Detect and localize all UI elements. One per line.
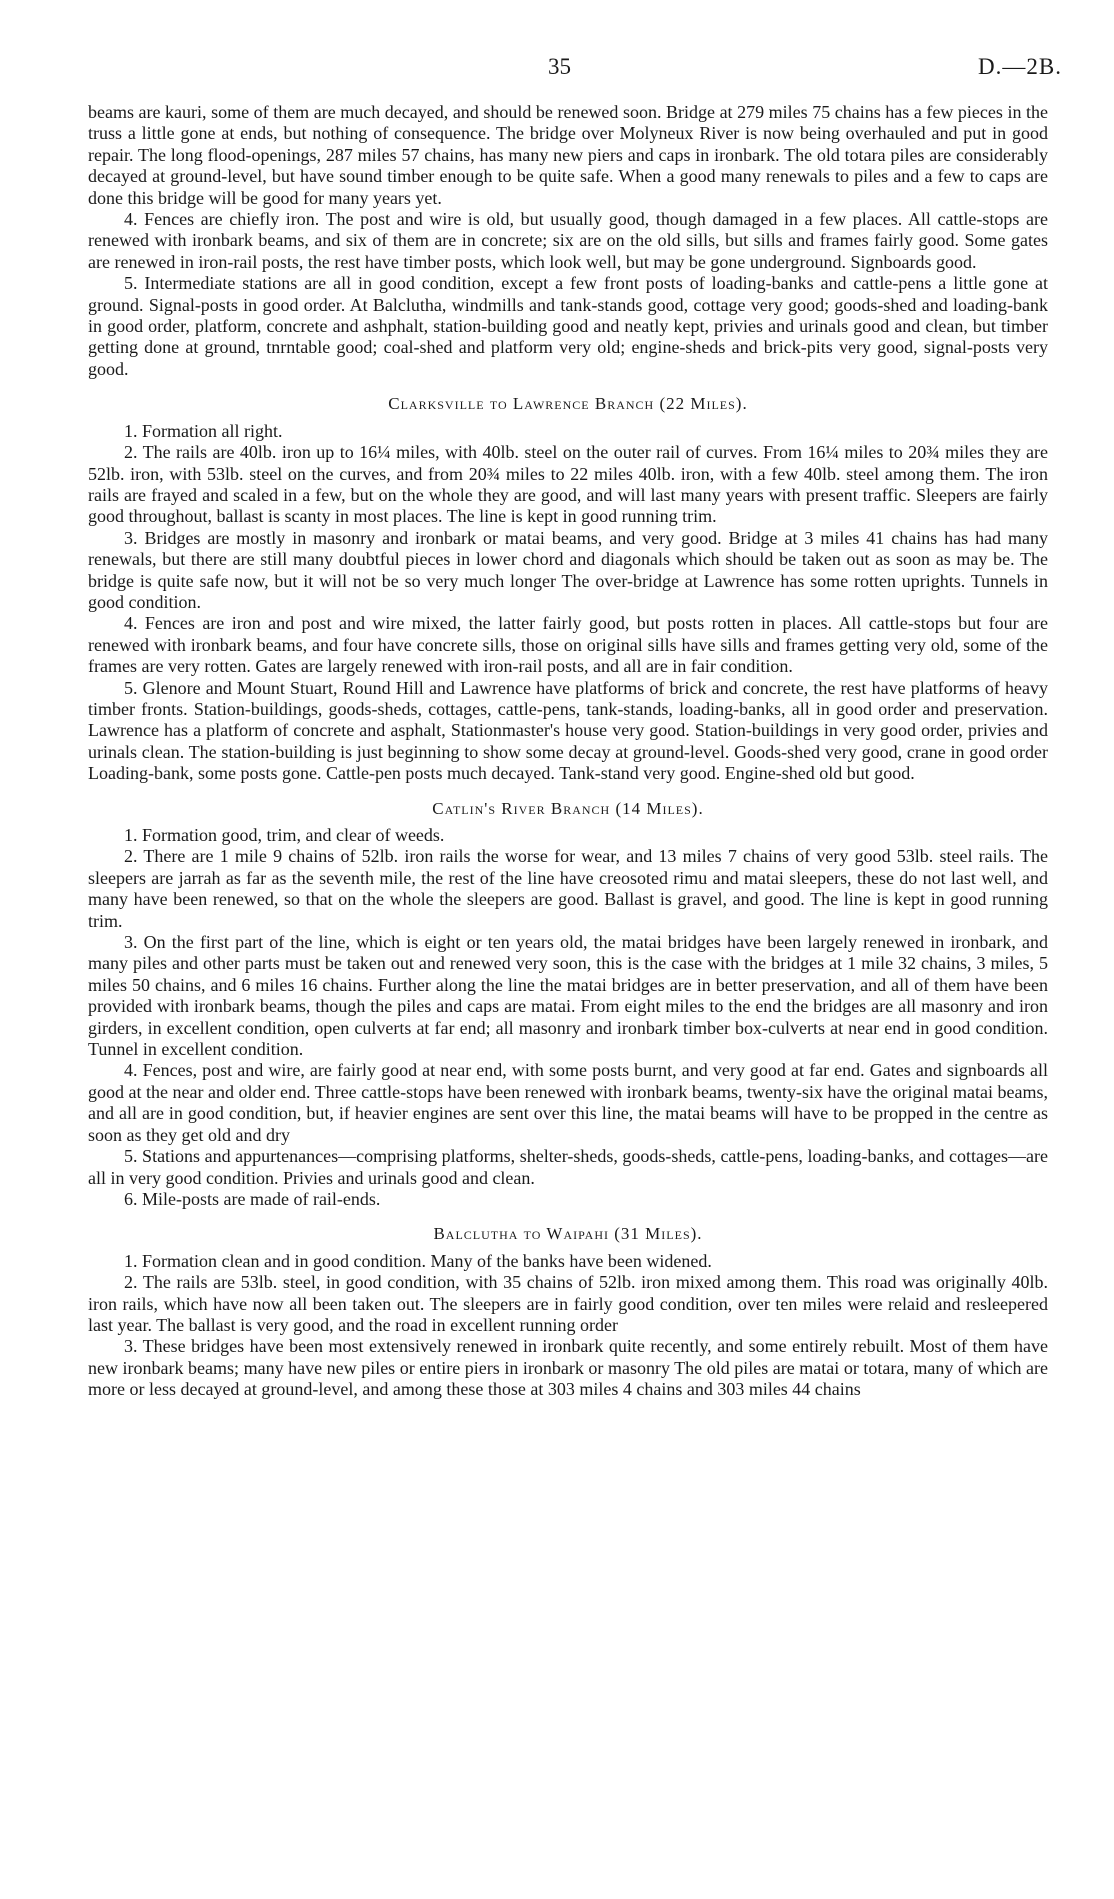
paragraph: 4. Fences are iron and post and wire mixed, the latter fairly good, but posts rotten in places. All cattle-stops but four are renewed with ironbark beams, and four have concrete sills, those on original sills have sills and frames getting very old, some of the frames are very rotten. Gates are largely renewed with iron-rail posts, and all are in fair condition. (88, 613, 1048, 677)
paragraph: 4. Fences are chiefly iron. The post and wire is old, but usually good, though damaged in a few places. All cattle-stops are renewed with ironbark beams, and six of them are in concrete; six are on the old sills, but sills and frames fairly good. Some gates are renewed in iron-rail posts, the rest have timber posts, which look well, but may be gone underground. Signboards good. (88, 209, 1048, 272)
paragraph: beams are kauri, some of them are much decayed, and should be renewed soon. Bridge at 279 miles 75 chains has a few pieces in the truss a little gone at ends, but nothing of consequence. The bridge over Molyneux River is now being overhauled and put in good repair. The long flood-openings, 287 miles 57 chains, has many new piers and caps in ironbark. The old totara piles are considerably decayed at ground-level, but have sound timber enough to be quite safe. When a good many renewals to piles and a few to caps are done this bridge will be good for many years yet. (88, 102, 1048, 208)
paragraph: 3. On the first part of the line, which is eight or ten years old, the matai bridges have been largely renewed in ironbark, and many piles and other parts must be taken out and renewed very soon, this is the case with the bridges at 1 mile 32 chains, 3 miles, 5 miles 50 chains, and 6 miles 16 chains. Further along the line the matai bridges are in better preservation, and all of them have been provided with ironbark beams, though the piles and caps are matai. From eight miles to the end the bridges are all masonry and iron girders, in excellent condition, open culverts at far end; all masonry and ironbark timber box-culverts at near end in good condition. Tunnel in excellent condition. (88, 932, 1048, 1060)
section-heading: Catlin's River Branch (14 Miles). (432, 798, 704, 818)
section-heading: Clarksville to Lawrence Branch (22 Miles). (388, 394, 748, 414)
paragraph: 5. Intermediate stations are all in good condition, except a few front posts of loading-banks and cattle-pens a little gone at ground. Signal-posts in good order. At Balclutha, windmills and tank-stands good, cottage very good; goods-shed and loading-bank in good order, platform, concrete and ashphalt, station-building good and neatly kept, privies and urinals good and clean, but timber getting done at ground, tnrntable good; coal-shed and platform very old; engine-sheds and brick-pits very good, signal-posts very good. (88, 273, 1048, 379)
document-reference: D.—2B. (978, 54, 1062, 79)
paragraph: 6. Mile-posts are made of rail-ends. (124, 1188, 381, 1209)
page-number: 35 (548, 54, 571, 79)
paragraph: 4. Fences, post and wire, are fairly good at near end, with some posts burnt, and very good at far end. Gates and signboards all good at the near and older end. Three cattle-stops have been renewed with ironbark beams, twenty-six have the original matai beams, and all are in good condition, but, if heavier engines are sent over this line, the matai beams will have to be propped in the centre as soon as they get old and dry (88, 1060, 1048, 1145)
paragraph: 1. Formation clean and in good condition. Many of the banks have been widened. (124, 1250, 712, 1271)
paragraph: 2. The rails are 40lb. iron up to 16¼ miles, with 40lb. steel on the outer rail of curves. From 16¼ miles to 20¾ miles they are 52lb. iron, with 53lb. steel on the curves, and from 20¾ miles to 22 miles 40lb. iron, with a few 40lb. steel among them. The iron rails are frayed and scaled in a few, but on the whole they are good, and will last many years with present traffic. Sleepers are fairly good throughout, ballast is scanty in most places. The line is kept in good running trim. (88, 442, 1048, 527)
paragraph: 3. These bridges have been most extensively renewed in ironbark quite recently, and some entirely rebuilt. Most of them have new ironbark beams; many have new piles or entire piers in ironbark or masonry The old piles are matai or totara, many of which are more or less decayed at ground-level, and among these those at 303 miles 4 chains and 303 miles 44 chains (88, 1336, 1048, 1400)
paragraph: 1. Formation good, trim, and clear of weeds. (124, 825, 445, 845)
paragraph: 5. Stations and appurtenances—comprising platforms, shelter-sheds, goods-sheds, cattle-pens, loading-banks, and cottages—are all in very good condition. Privies and urinals good and clean. (88, 1146, 1048, 1188)
paragraph: 5. Glenore and Mount Stuart, Round Hill and Lawrence have platforms of brick and concrete, the rest have platforms of heavy timber fronts. Station-buildings, goods-sheds, cottages, cattle-pens, tank-stands, loading-banks, all in good order and preservation. Lawrence has a platform of concrete and asphalt, Stationmaster's house very good. Station-buildings in very good order, privies and urinals clean. The station-building is just beginning to show some decay at ground-level. Goods-shed very good, crane in good order Loading-bank, some posts gone. Cattle-pen posts much decayed. Tank-stand very good. Engine-shed old but good. (88, 677, 1048, 784)
paragraph: 2. The rails are 53lb. steel, in good condition, with 35 chains of 52lb. iron mixed among them. This road was originally 40lb. iron rails, which have now all been taken out. The sleepers are in fairly good condition, over ten miles were relaid and resleepered last year. The ballast is very good, and the road in excellent running order (88, 1272, 1048, 1335)
paragraph: 2. There are 1 mile 9 chains of 52lb. iron rails the worse for wear, and 13 miles 7 chains of very good 53lb. steel rails. The sleepers are jarrah as far as the seventh mile, the rest of the line have creosoted rimu and matai sleepers, these do not last well, and many have been renewed, so that on the whole the sleepers are good. Ballast is gravel, and good. The line is kept in good running trim. (88, 846, 1048, 931)
document-body (88, 102, 1048, 1401)
paragraph: 3. Bridges are mostly in masonry and ironbark or matai beams, and very good. Bridge at 3 miles 41 chains has had many renewals, but there are still many doubtful pieces in lower chord and diagonals which should be taken out as soon as may be. The bridge is quite safe now, but it will not be so very much longer The over-bridge at Lawrence has some rotten uprights. Tunnels in good condition. (88, 527, 1048, 612)
section-heading: Balclutha to Waipahi (31 Miles). (433, 1224, 703, 1244)
paragraph: 1. Formation all right. (124, 420, 283, 441)
